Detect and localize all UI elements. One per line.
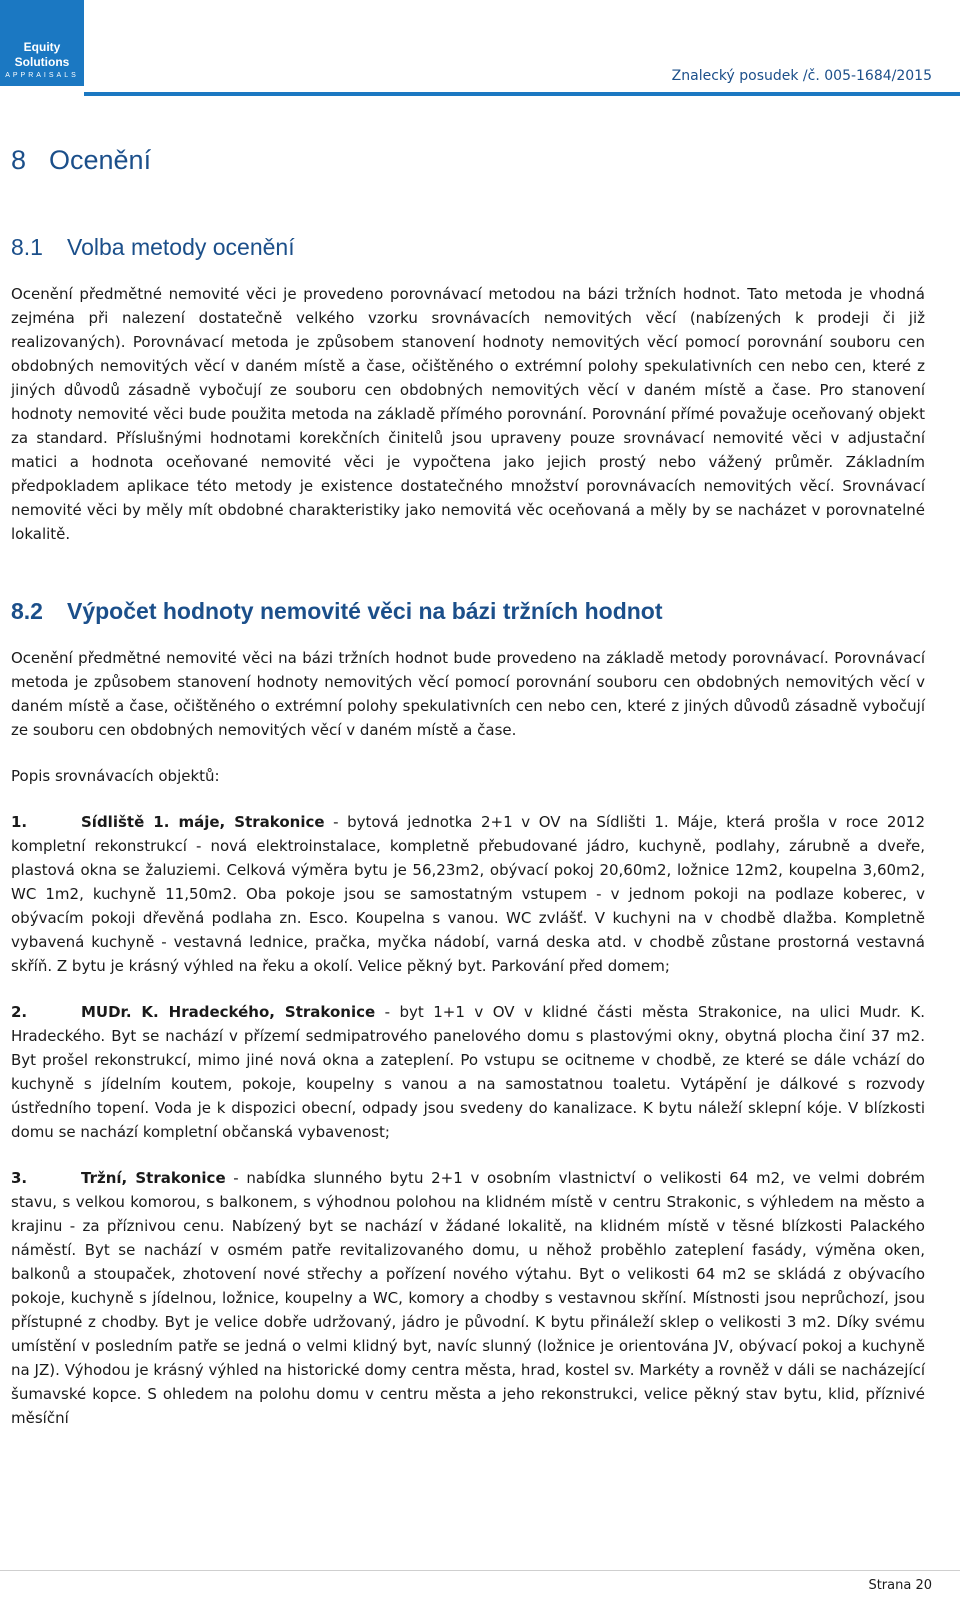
comparable-title: MUDr. K. Hradeckého, Strakonice (81, 1003, 376, 1021)
page-number: Strana 20 (868, 1578, 932, 1593)
footer-divider (0, 1570, 960, 1571)
subsection-1-paragraph: Ocenění předmětné nemovité věci je provedeno porovnávací metodou na bázi tržních hodnot. Tato metoda je vhodná zejména při nalezení dostatečně velkého vzorku srovnávacích nemovitých věcí (nabízených k prodeji či již realizovaných). Porovnávací metoda je způsobem stanovení hodnoty nemovitých věcí pomocí porovnání souboru cen obdobných nemovitých věcí v daném místě a čase, očištěného o extrémní polohy spekulativních cen nebo cen, které z jiných důvodů zásadně vybočují ze souboru cen obdobných nemovitých věcí v daném místě a čase. Pro stanovení hodnoty nemovité věci bude použita metoda na základě přímého porovnání. Porovnání přímé považuje oceňovaný objekt za standard. Příslušnými hodnotami korekčních činitelů jsou upraveny pouze srovnávací nemovité věci v adjustační matici a hodnota oceňované nemovité věci je vypočtena jako jejich prostý nebo vážený průměr. Základním předpokladem aplikace této metody je existence dostatečného množství porovnávacích nemovitých věcí. Srovnávací nemovité věci by měly mít obdobné charakteristiky jako nemovitá věc oceňovaná a měly by se nacházet v porovnatelné lokalitě. (11, 285, 925, 543)
logo-line-1: Equity (23, 40, 61, 54)
comparable-text: - byt 1+1 v OV v klidné části města Strakonice, na ulici Mudr. K. Hradeckého. Byt se nachází v přízemí sedmipatrového panelového domu s plastovými okny, obytná plocha činí 37 m2. Byt prošel rekonstrukcí, mimo jiné nová okna a zateplení. Po vstupu se ocitneme v chodbě, ze které se dále vchází do kuchyně s jídelním koutem, pokoje, koupelny s vanou a na samostatnou toaletu. Vytápění je dálkové s rozvody ústředního topení. Voda je k dispozici obecní, odpady jsou svedeny do kanalizace. K bytu náleží sklepní kóje. V blízkosti domu se nachází kompletní občanská vybavenost; (11, 1003, 925, 1141)
subsection-1-title: Volba metody ocenění (67, 234, 295, 260)
comparable-text: - nabídka slunného bytu 2+1 v osobním vlastnictví o velikosti 64 m2, ve velmi dobrém stavu, s velkou komorou, s balkonem, s výhodnou polohou na klidném místě v centru Strakonic, s výhledem na město a krajinu - za příznivou cenu. Nabízený byt se nachází v žádané lokalitě, na klidném místě v těsné blízkosti Palackého náměstí. Byt se nachází v osmém patře revitalizovaného domu, u něhož proběhlo zateplení fasády, výměna oken, balkonů a stoupaček, zhotovení nové střechy a pořízení nového výtahu. Byt o velikosti 64 m2 se skládá z obývacího pokoje, kuchyně s jídelnou, ložnice, koupelny a WC, komory a chodby s vestavnou skříní. Místnosti jsou neprůchozí, jsou přístupné z chodby. Byt je velice dobře udržovaný, jádro je původní. K bytu přináleží sklep o velikosti 3 m2. Díky svému umístění v posledním patře se jedná o velmi klidný byt, navíc slunný (ložnice je orientována JV, obývací pokoj a kuchyně na JZ). Výhodou je krásný výhled na historické domy centra města, hrad, kostel sv. Markéty a rovněž v dáli se nacházející šumavské kopce. S ohledem na polohu domu v centru města a jeho rekonstrukci, velice pěkný stav bytu, klid, příznivé měsíční (11, 1169, 925, 1427)
document-reference: Znalecký posudek /č. 005-1684/2015 (671, 68, 932, 84)
subsection-2-number: 8.2 (11, 598, 43, 624)
subsection-1-number: 8.1 (11, 234, 43, 260)
comparable-item (11, 1166, 925, 1430)
comparable-number: 2. (11, 1003, 28, 1021)
logo-line-3: APPRAISALS (5, 72, 79, 79)
subsection-2-title: Výpočet hodnoty nemovité věci na bázi tržních hodnot (67, 598, 663, 624)
comparable-item (11, 810, 925, 978)
section-number: 8 (11, 145, 27, 175)
comparable-number: 1. (11, 813, 28, 831)
page-header (0, 0, 960, 96)
comparable-number: 3. (11, 1169, 28, 1187)
subsection-1-heading (11, 230, 925, 264)
comparable-text: - bytová jednotka 2+1 v OV na Sídlišti 1. Máje, která prošla v roce 2012 kompletní rekonstrukcí - nová elektroinstalace, kompletně přebudované jádro, kuchyně, podlahy, zárubně a dveře, plastová okna se žaluziemi. Celková výměra bytu je 56,23m2, obývací pokoj 20,60m2, ložnice 12m2, koupelna 3,60m2, WC 1m2, kuchyně 11,50m2. Oba pokoje jsou se samostatným vstupem - v jednom pokoji na podlaze koberec, v obývacím pokoji dřevěná podlaha zn. Esco. Koupelna s vanou. WC zvlášť. V kuchyni na v chodbě dlažba. Kompletně vybavená kuchyně - vestavná lednice, pračka, myčka nádobí, varná deska atd. v chodbě zůstane prostorná vestavná skříň. Z bytu je krásný výhled na řeku a okolí. Velice pěkný byt. Parkování před domem; (11, 813, 925, 975)
subsection-2-paragraph: Ocenění předmětné nemovité věci na bázi tržních hodnot bude provedeno na základě metody porovnávací. Porovnávací metoda je způsobem stanovení hodnoty nemovitých věcí pomocí porovnání souboru cen obdobných nemovitých věcí v daném místě a čase, očištěného o extrémní polohy spekulativních cen nebo cen, které z jiných důvodů zásadně vybočují ze souboru cen obdobných nemovitých věcí v daném místě a čase. (11, 649, 925, 739)
comparables-heading: Popis srovnávacích objektů: (11, 767, 220, 785)
logo-line-2: Solutions (14, 55, 70, 69)
section-heading (11, 140, 925, 180)
comparable-item (11, 1000, 925, 1144)
page-content (11, 140, 925, 1430)
section-title: Ocenění (49, 145, 152, 175)
comparable-title: Tržní, Strakonice (81, 1169, 226, 1187)
company-logo (0, 0, 84, 86)
subsection-2-heading (11, 594, 925, 628)
header-divider (84, 92, 960, 96)
comparable-title: Sídliště 1. máje, Strakonice (81, 813, 325, 831)
